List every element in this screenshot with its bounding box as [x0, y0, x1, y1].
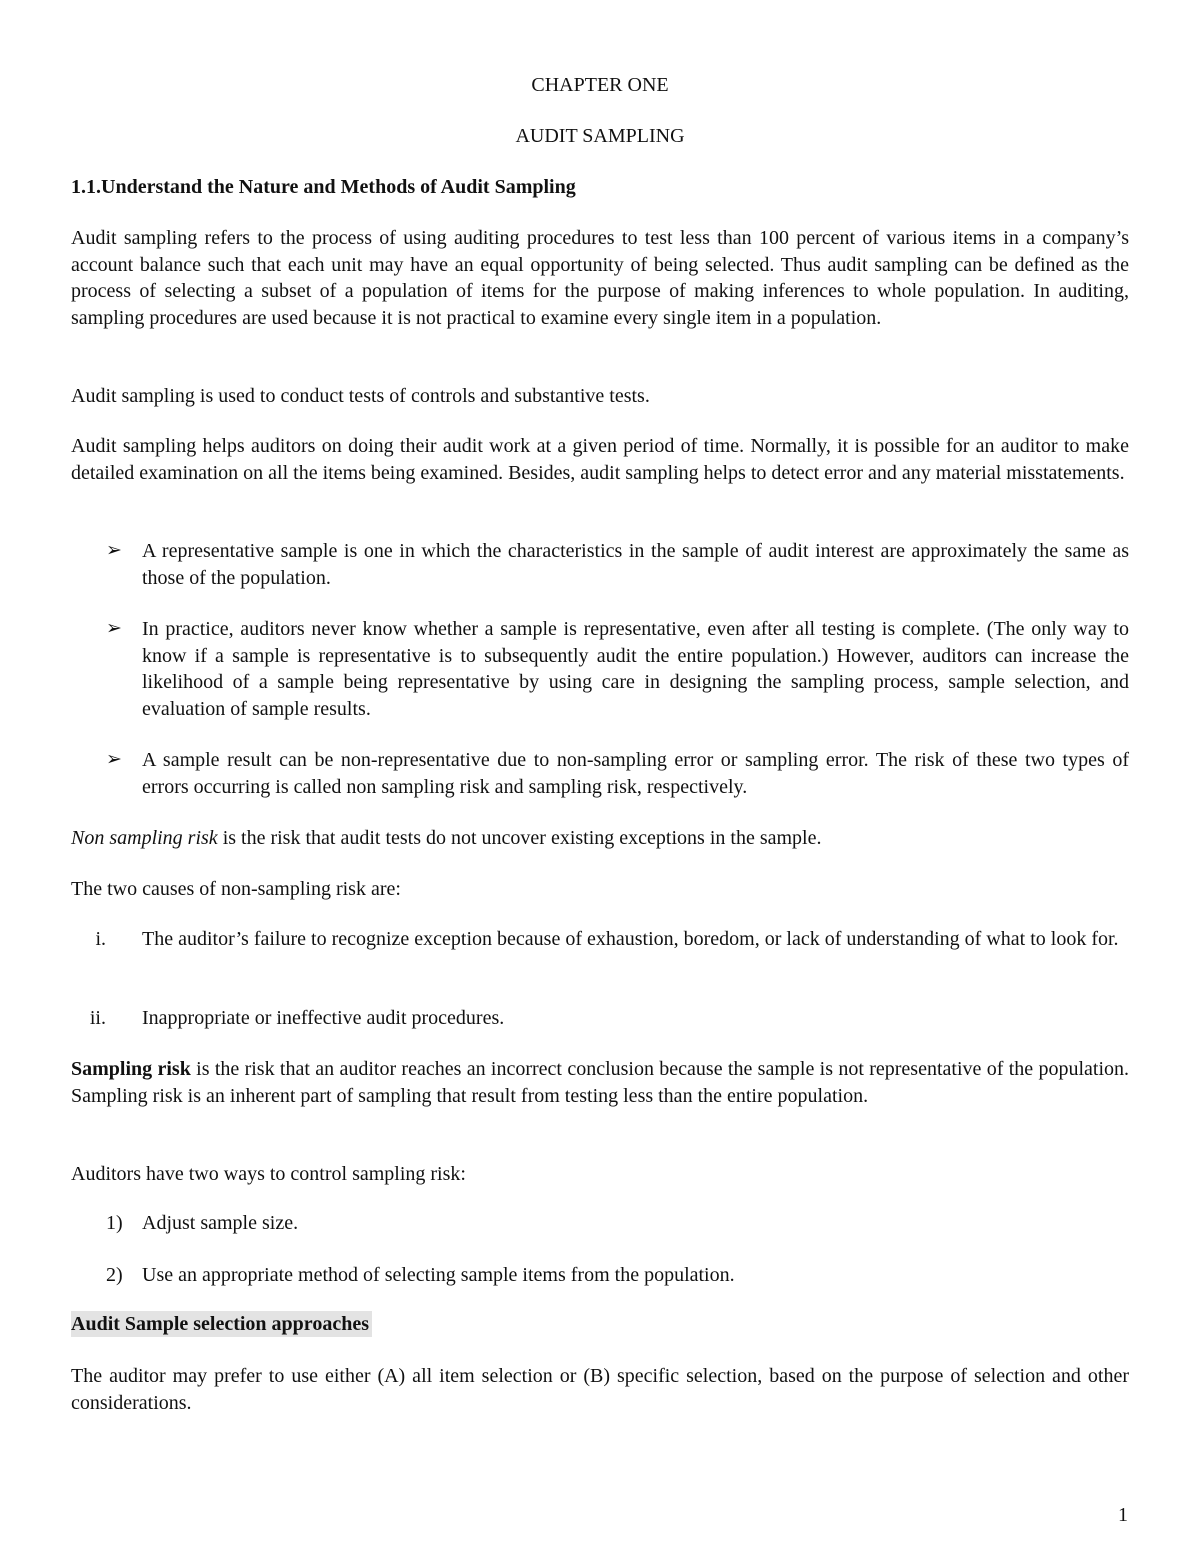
approaches-heading: Audit Sample selection approaches	[71, 1311, 372, 1337]
control-item: Use an appropriate method of selecting sample items from the population.	[142, 1264, 735, 1286]
causes-intro: The two causes of non-sampling risk are:	[71, 878, 401, 900]
benefits-paragraph: Audit sampling helps auditors on doing their audit work at a given period of time. Normally, it is possible for an auditor to make detailed examination on all the items being examined. Besides, audit sampling helps to detect error and any material misstatements.	[71, 435, 1129, 484]
approaches-paragraph: The auditor may prefer to use either (A) all item selection or (B) specific selection, based on the purpose of selection and other considerations.	[71, 1365, 1129, 1414]
page-number: 1	[1118, 1504, 1128, 1526]
chapter-title: AUDIT SAMPLING	[515, 125, 685, 147]
arrow-bullet-icon: ➢	[106, 540, 122, 561]
nonsampling-definition-text: is the risk that audit tests do not uncover existing exceptions in the sample.	[217, 827, 822, 849]
section-heading: 1.1.Understand the Nature and Methods of Audit Sampling	[71, 176, 576, 198]
bullet-item: A representative sample is one in which the characteristics in the sample of audit interest are approximately the same as those of the population.	[142, 540, 1129, 589]
roman-marker: i.	[95, 928, 106, 950]
sampling-risk-definition	[71, 1056, 1129, 1109]
bullet-item: A sample result can be non-representative due to non-sampling error or sampling error. The risk of these two types of errors occurring is called non sampling risk and sampling risk, respectively.	[142, 749, 1129, 798]
cause-item: The auditor’s failure to recognize exception because of exhaustion, boredom, or lack of understanding of what to look for.	[142, 928, 1119, 950]
list-number: 1)	[106, 1212, 123, 1234]
chapter-label: CHAPTER ONE	[531, 74, 669, 96]
usage-paragraph: Audit sampling is used to conduct tests of controls and substantive tests.	[71, 385, 650, 407]
sampling-definition-text: is the risk that an auditor reaches an incorrect conclusion because the sample is not representative of the population. Sampling risk is an inherent part of sampling that result from testing less than the entire population.	[71, 1058, 1130, 1107]
nonsampling-term: Non sampling risk	[71, 827, 218, 849]
roman-marker: ii.	[89, 1007, 106, 1029]
arrow-bullet-icon: ➢	[106, 618, 122, 639]
cause-item: Inappropriate or ineffective audit procedures.	[142, 1007, 505, 1029]
arrow-bullet-icon: ➢	[106, 749, 122, 770]
nonsampling-definition	[71, 825, 1129, 852]
intro-paragraph: Audit sampling refers to the process of using auditing procedures to test less than 100 percent of various items in a company’s account balance such that each unit may have an equal opportunity of being selected. Thus audit sampling can be defined as the process of selecting a subset of a population of items for the purpose of making inferences to whole population. In auditing, sampling procedures are used because it is not practical to examine every single item in a population.	[71, 227, 1129, 329]
control-intro: Auditors have two ways to control sampling risk:	[71, 1163, 466, 1185]
bullet-item: In practice, auditors never know whether a sample is representative, even after all testing is complete. (The only way to know if a sample is representative is to subsequently audit the entire population.) However, auditors can increase the likelihood of a sample being representative by using care in designing the sampling process, sample selection, and evaluation of sample results.	[142, 618, 1129, 720]
control-item: Adjust sample size.	[142, 1212, 299, 1234]
sampling-term: Sampling risk	[71, 1058, 191, 1080]
list-number: 2)	[106, 1264, 123, 1286]
